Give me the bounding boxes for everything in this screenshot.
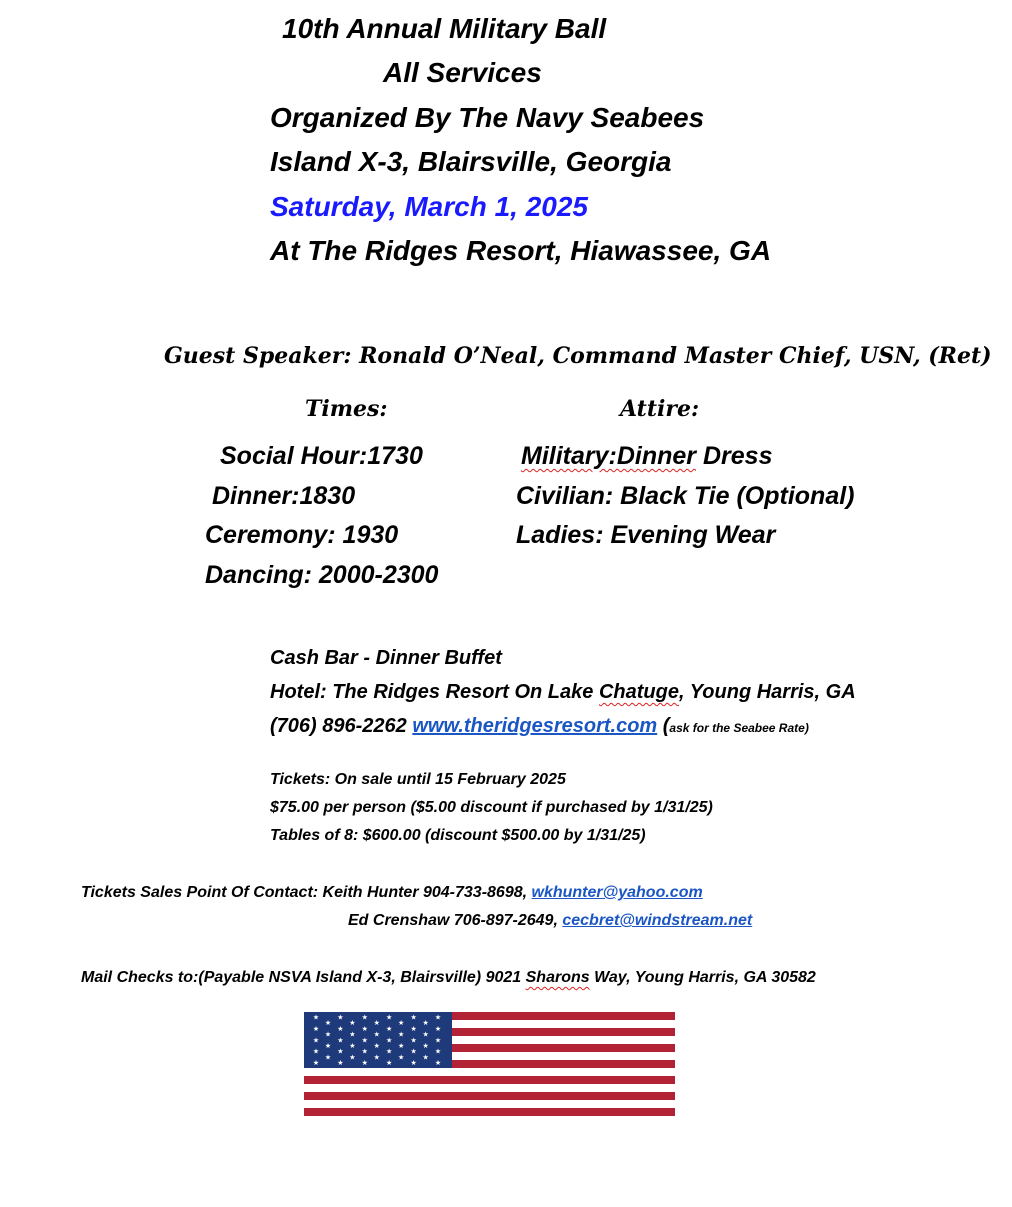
flag-star: ★	[349, 1019, 356, 1028]
flag-star: ★	[373, 1030, 380, 1039]
attire-military-label: Military:Dinner	[521, 442, 697, 470]
mail-street: Sharons	[525, 969, 590, 986]
hotel-lake: Chatuge	[598, 681, 679, 703]
flag-star: ★	[386, 1047, 393, 1056]
flag-star: ★	[324, 1030, 332, 1039]
guest-speaker: Guest Speaker: Ronald O’Neal, Command Master Chief, USN, (Ret)	[164, 343, 992, 369]
flag-star: ★	[410, 1024, 417, 1033]
time-item: Dancing: 2000-2300	[205, 561, 439, 589]
rate-note: ask for the Seabee Rate)	[669, 721, 809, 735]
event-date: Saturday, March 1, 2025	[270, 191, 589, 222]
flag-star: ★	[312, 1047, 320, 1056]
contact-line-1	[81, 884, 703, 902]
flag-star: ★	[361, 1036, 368, 1045]
flag-star: ★	[422, 1019, 429, 1028]
flag-star: ★	[434, 1036, 442, 1045]
organizer-line: Organized By The Navy Seabees	[270, 102, 705, 133]
flag-star: ★	[337, 1059, 344, 1068]
venue-line: At The Ridges Resort, Hiawassee, GA	[270, 235, 772, 266]
flag-star: ★	[312, 1024, 320, 1033]
flag-star: ★	[410, 1059, 417, 1068]
mail-suffix: Way, Young Harris, GA 30582	[589, 969, 816, 986]
hotel-line	[270, 681, 856, 704]
flag-star: ★	[373, 1019, 380, 1028]
flag-star: ★	[434, 1047, 442, 1056]
flag-star: ★	[422, 1030, 429, 1039]
flag-stripe	[304, 1092, 675, 1100]
flag-star: ★	[312, 1059, 320, 1068]
paren-open: (	[657, 715, 670, 737]
flag-star: ★	[312, 1013, 320, 1022]
contact-label: Tickets Sales Point Of Contact: Keith Hunter 904-733-8698,	[81, 884, 532, 901]
mail-checks-line	[81, 969, 816, 987]
flag-star: ★	[361, 1059, 368, 1068]
tickets-line: Tickets: On sale until 15 February 2025	[270, 771, 566, 788]
hotel-phone: (706) 896-2262	[270, 715, 413, 737]
flag-star: ★	[349, 1042, 356, 1050]
location-line: Island X-3, Blairsville, Georgia	[270, 146, 672, 177]
flag-star: ★	[312, 1036, 320, 1045]
attire-heading: Attire:	[620, 396, 700, 422]
flag-star: ★	[398, 1042, 405, 1050]
flag-star: ★	[398, 1053, 405, 1062]
flag-star: ★	[410, 1036, 417, 1045]
hotel-website-link[interactable]: www.theridgesresort.com	[412, 715, 658, 737]
time-item: Dinner:1830	[212, 482, 356, 510]
flag-star: ★	[349, 1030, 356, 1039]
times-heading: Times:	[305, 396, 388, 422]
time-item: Social Hour:1730	[220, 442, 423, 470]
flag-star: ★	[361, 1024, 368, 1033]
flag-star: ★	[337, 1024, 344, 1033]
hotel-suffix: , Young Harris, GA	[678, 681, 856, 703]
flag-star: ★	[410, 1047, 417, 1056]
flag-star: ★	[373, 1042, 380, 1050]
attire-military-rest: Dress	[696, 442, 773, 470]
flag-star: ★	[386, 1036, 393, 1045]
event-subtitle: All Services	[383, 57, 542, 88]
price-line: $75.00 per person ($5.00 discount if purchased by 1/31/25)	[270, 799, 713, 816]
email-link-hunter[interactable]: wkhunter@yahoo.com	[531, 884, 703, 901]
flag-star: ★	[373, 1053, 380, 1062]
flag-star: ★	[422, 1053, 429, 1062]
time-item: Ceremony: 1930	[205, 521, 399, 549]
flag-stripe	[304, 1108, 675, 1116]
phone-line	[270, 715, 809, 738]
attire-ladies: Ladies: Evening Wear	[516, 521, 776, 549]
hotel-prefix: Hotel: The Ridges Resort On Lake	[270, 681, 599, 703]
flag-star: ★	[349, 1053, 356, 1062]
flag-star: ★	[324, 1042, 332, 1050]
event-title: 10th Annual Military Ball	[282, 13, 607, 44]
flag-star: ★	[434, 1024, 442, 1033]
attire-civilian: Civilian: Black Tie (Optional)	[516, 482, 855, 510]
tables-line: Tables of 8: $600.00 (discount $500.00 by 1/31/25)	[270, 827, 646, 844]
flag-star: ★	[337, 1036, 344, 1045]
attire-military	[521, 442, 772, 471]
us-flag-image	[304, 1012, 675, 1116]
flag-star: ★	[337, 1013, 344, 1022]
flag-star: ★	[324, 1019, 332, 1028]
flag-star: ★	[410, 1013, 417, 1022]
flag-star: ★	[398, 1019, 405, 1028]
flag-star: ★	[386, 1059, 393, 1068]
flag-star: ★	[434, 1059, 442, 1068]
contact-second: Ed Crenshaw 706-897-2649,	[348, 912, 563, 929]
flag-star: ★	[386, 1013, 393, 1022]
flag-star: ★	[398, 1030, 405, 1039]
cash-bar-line: Cash Bar - Dinner Buffet	[270, 647, 502, 669]
email-link-crenshaw[interactable]: cecbret@windstream.net	[562, 912, 753, 929]
contact-line-2	[348, 912, 752, 930]
flag-star: ★	[361, 1047, 368, 1056]
flag-star: ★	[337, 1047, 344, 1056]
flag-star: ★	[434, 1013, 442, 1022]
flag-star: ★	[386, 1024, 393, 1033]
flag-star: ★	[324, 1053, 332, 1062]
flag-star: ★	[422, 1042, 429, 1050]
mail-prefix: Mail Checks to:(Payable NSVA Island X-3, Blairsville) 9021	[81, 969, 526, 986]
flag-star: ★	[361, 1013, 368, 1022]
flag-stripe	[304, 1076, 675, 1084]
